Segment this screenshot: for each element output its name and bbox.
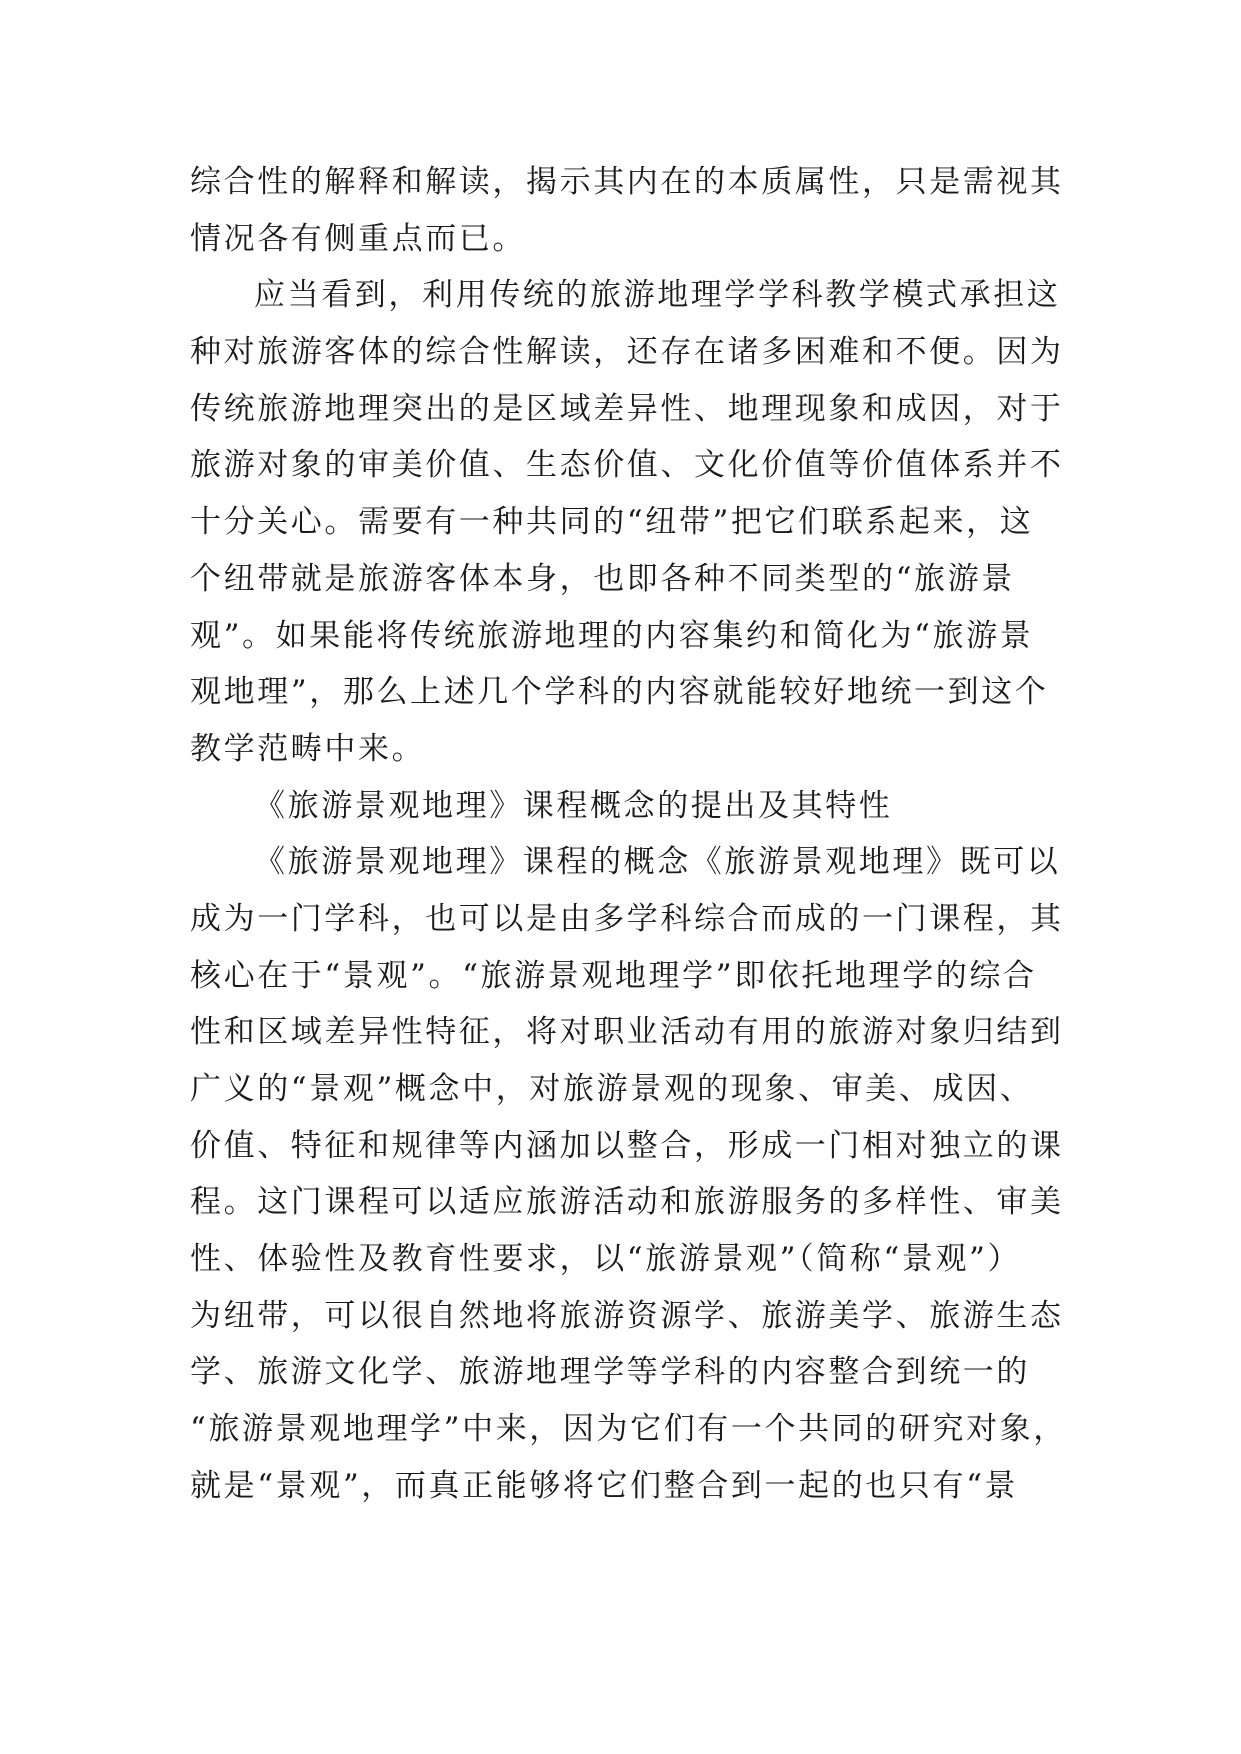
text-line: 十分关心。需要有一种共同的“纽带”把它们联系起来，这: [190, 504, 1034, 541]
paragraph-start-line: 应当看到，利用传统的旅游地理学学科教学模式承担这: [254, 277, 1061, 314]
text-line: 广义的“景观”概念中，对旅游景观的现象、审美、成因、: [190, 1071, 1034, 1107]
text-line: 旅游对象的审美价值、生态价值、文化价值等价值体系并不: [190, 447, 1064, 484]
text-line: 核心在于“景观”。“旅游景观地理学”即依托地理学的综合: [190, 957, 1037, 994]
text-line: 程。这门课程可以适应旅游活动和旅游服务的多样性、审美: [190, 1184, 1064, 1221]
text-line: 种对旅游客体的综合性解读，还存在诸多困难和不便。因为: [190, 334, 1064, 371]
body-text: [190, 154, 1067, 1515]
text-line: 就是“景观”，而真正能够将它们整合到一起的也只有“景: [190, 1467, 1019, 1504]
paragraph-start-line: 《旅游景观地理》课程的概念《旅游景观地理》既可以: [254, 844, 1061, 881]
text-line: 观”。如果能将传统旅游地理的内容集约和简化为“旅游景: [190, 617, 1034, 654]
section-heading: 《旅游景观地理》课程概念的提出及其特性: [254, 787, 893, 824]
text-line: 为纽带，可以很自然地将旅游资源学、旅游美学、旅游生态: [190, 1297, 1064, 1334]
text-line: 教学范畴中来。: [190, 730, 426, 767]
text-line: 性、体验性及教育性要求，以“旅游景观”（简称“景观”）: [190, 1241, 1022, 1278]
text-line: 性和区域差异性特征，将对职业活动有用的旅游对象归结到: [190, 1014, 1064, 1051]
text-line: “旅游景观地理学”中来，因为它们有一个共同的研究对象，: [190, 1411, 1067, 1448]
text-line: 个纽带就是旅游客体本身，也即各种不同类型的“旅游景: [190, 560, 1015, 597]
text-line: 综合性的解释和解读，揭示其内在的本质属性，只是需视其: [190, 164, 1064, 200]
text-line: 传统旅游地理突出的是区域差异性、地理现象和成因，对于: [190, 390, 1064, 427]
text-line: 成为一门学科，也可以是由多学科综合而成的一门课程，其: [190, 900, 1064, 937]
text-line: 观地理”，那么上述几个学科的内容就能较好地统一到这个: [190, 674, 1049, 711]
text-line: 价值、特征和规律等内涵加以整合，形成一门相对独立的课: [190, 1127, 1064, 1164]
text-line: 学、旅游文化学、旅游地理学等学科的内容整合到统一的: [190, 1354, 1030, 1391]
text-line: 情况各有侧重点而已。: [190, 220, 526, 257]
